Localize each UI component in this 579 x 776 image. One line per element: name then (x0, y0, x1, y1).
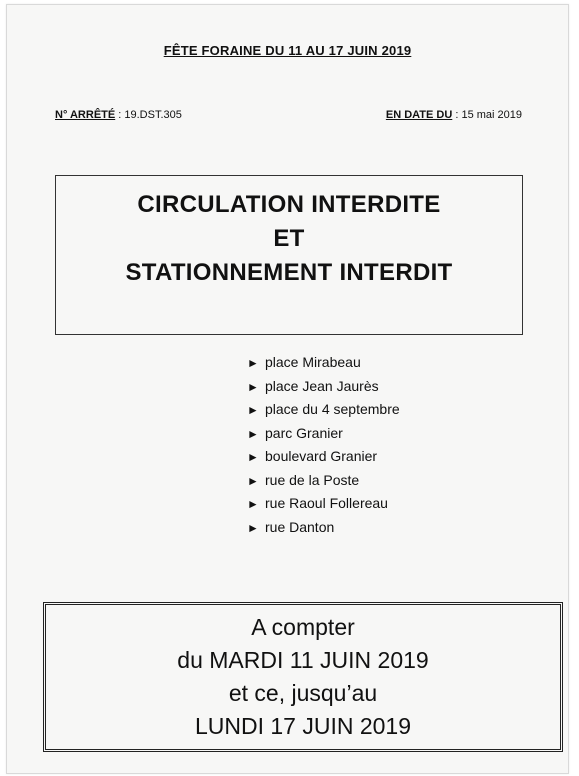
street-name: rue Raoul Follereau (265, 495, 388, 511)
arrow-bullet-icon: ► (247, 426, 259, 441)
list-item (247, 516, 400, 540)
street-name: rue de la Poste (265, 471, 360, 488)
period-line-1: A compter (251, 614, 355, 640)
arrow-bullet-icon: ► (247, 497, 259, 511)
list-item (247, 445, 400, 469)
street-name: boulevard Granier (265, 448, 378, 464)
prohibition-line-2: ET (273, 225, 305, 252)
street-name: place Mirabeau (265, 354, 361, 370)
arrete-reference (55, 109, 182, 121)
arrow-bullet-icon: ► (247, 379, 259, 394)
period-line-3: et ce, jusqu’au (228, 680, 378, 706)
arrete-label: N° ARRÊTÉ (55, 109, 116, 121)
period-box (43, 602, 563, 752)
street-list (247, 351, 400, 539)
document-page (6, 4, 569, 774)
document-title: FÊTE FORAINE DU 11 AU 17 JUIN 2019 (163, 43, 412, 58)
date-label: EN DATE DU (385, 109, 453, 121)
date-reference (386, 109, 522, 121)
period-line-4: LUNDI 17 JUIN 2019 (194, 713, 412, 739)
list-item (247, 469, 400, 493)
prohibition-line-1: CIRCULATION INTERDITE (137, 191, 441, 218)
list-item (247, 398, 400, 422)
arrow-bullet-icon: ► (247, 403, 259, 417)
list-item (247, 375, 400, 399)
date-value: : 15 mai 2019 (455, 109, 522, 121)
arrow-bullet-icon: ► (247, 520, 259, 535)
street-name: place du 4 septembre (265, 401, 400, 417)
prohibition-box (55, 175, 523, 335)
street-name: rue Danton (265, 518, 335, 535)
arrow-bullet-icon: ► (247, 356, 259, 370)
arrete-value: : 19.DST.305 (118, 109, 182, 121)
street-name: place Jean Jaurès (265, 377, 379, 394)
arrow-bullet-icon: ► (247, 450, 259, 464)
list-item (247, 492, 400, 516)
prohibition-line-3: STATIONNEMENT INTERDIT (125, 259, 453, 286)
street-name: parc Granier (265, 424, 343, 441)
period-line-2: du MARDI 11 JUIN 2019 (177, 647, 429, 673)
list-item (247, 422, 400, 446)
arrow-bullet-icon: ► (247, 473, 259, 488)
list-item (247, 351, 400, 375)
